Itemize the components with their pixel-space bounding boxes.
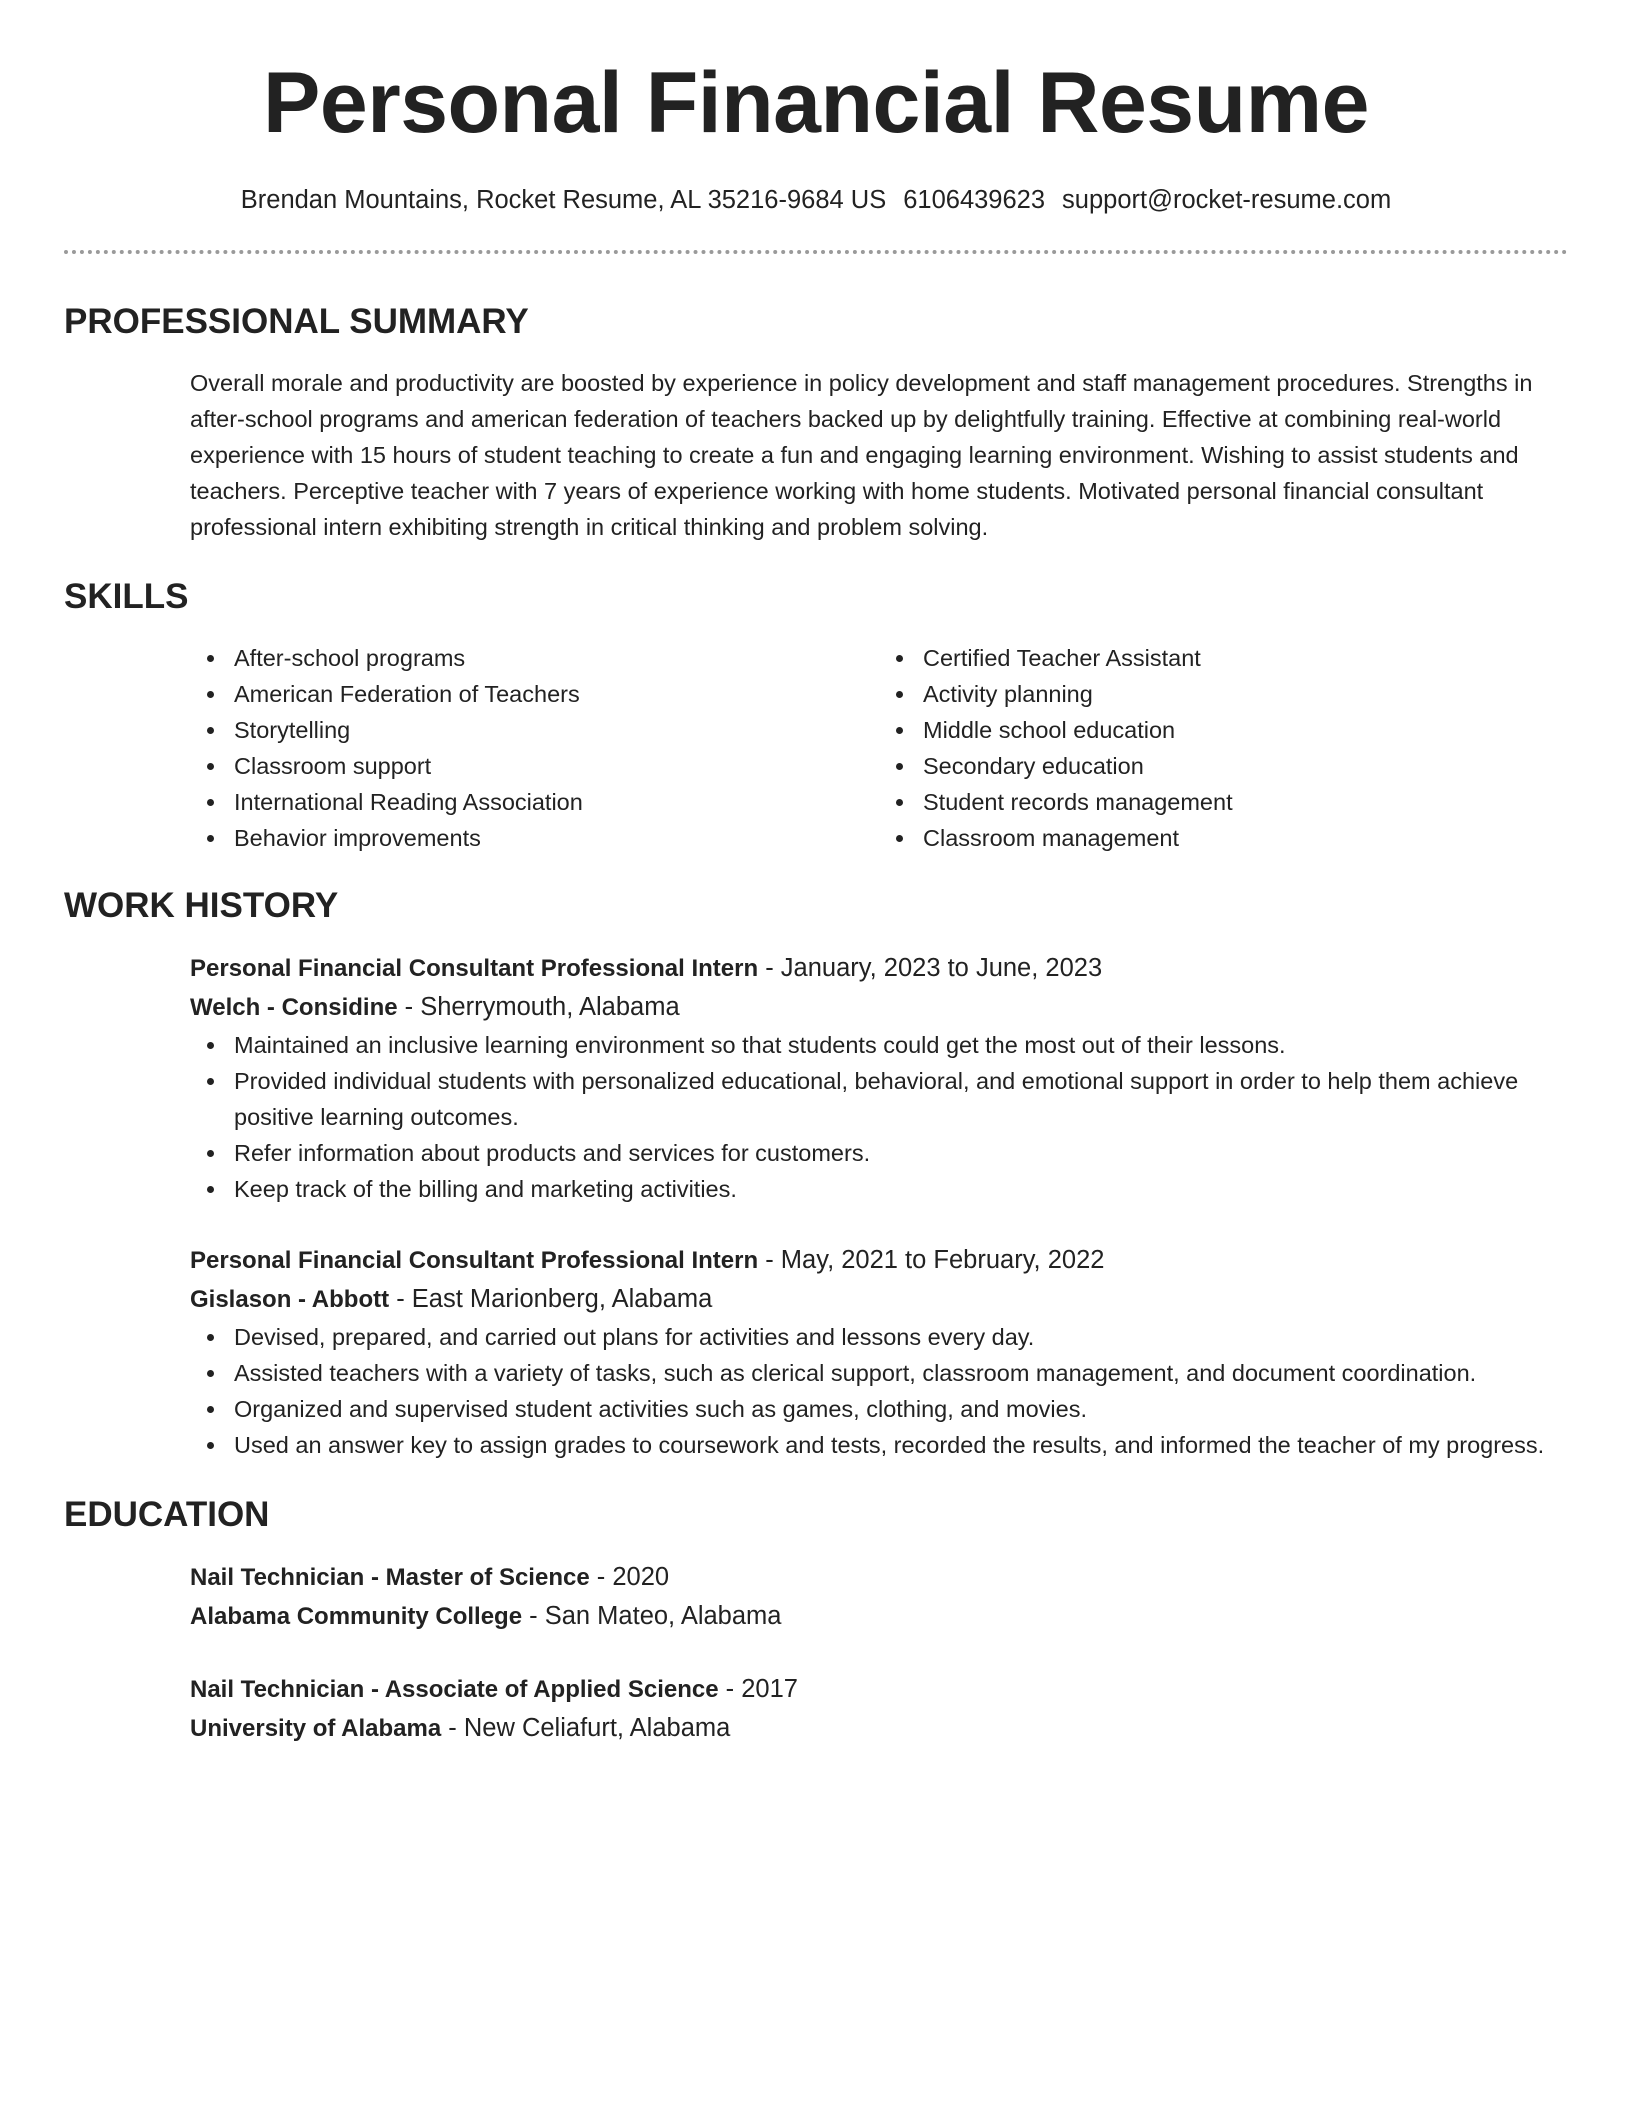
job-bullets <box>190 1027 1568 1207</box>
skill-item: Behavior improvements <box>234 820 879 856</box>
skills-column-left <box>190 640 879 856</box>
skills-column-right <box>879 640 1568 856</box>
job-role-line <box>190 949 1568 988</box>
job-dates: - January, 2023 to June, 2023 <box>758 953 1103 982</box>
job-bullet: Used an answer key to assign grades to coursework and tests, recorded the results, and informed the teacher of my progress. <box>234 1427 1568 1463</box>
education-degree: Nail Technician - Associate of Applied Science <box>190 1675 719 1703</box>
skill-item: Student records management <box>923 784 1568 820</box>
skill-item: Certified Teacher Assistant <box>923 640 1568 676</box>
job-bullet: Refer information about products and services for customers. <box>234 1135 1568 1171</box>
education-school: University of Alabama <box>190 1714 442 1742</box>
education-location: - San Mateo, Alabama <box>522 1601 782 1630</box>
job-role: Personal Financial Consultant Professional Intern <box>190 1246 759 1274</box>
job-company: Welch - Considine <box>190 993 398 1021</box>
header-divider <box>64 250 1568 254</box>
skill-item: Activity planning <box>923 676 1568 712</box>
skill-item: American Federation of Teachers <box>234 676 879 712</box>
skill-item: After-school programs <box>234 640 879 676</box>
contact-line <box>64 188 1568 214</box>
education-degree-line <box>190 1558 1568 1597</box>
work-history-heading: WORK HISTORY <box>64 885 339 925</box>
job-bullets <box>190 1319 1568 1463</box>
job-bullet: Devised, prepared, and carried out plans for activities and lessons every day. <box>234 1319 1568 1355</box>
education-year: - 2020 <box>589 1562 670 1591</box>
summary-text: Overall morale and productivity are boosted by experience in policy development and staff management procedures. Strengths in after-school programs and american federation of teachers backed up by delightfully training. Effective at combining real-world experience with 15 hours of student teaching to create a fun and engaging learning environment. Wishing to assist students and teachers. Perceptive teacher with 7 years of experience working with home students. Motivated personal financial consultant professional intern exhibiting strength in critical thinking and problem solving. <box>190 369 1533 540</box>
education-degree-line <box>190 1670 1568 1709</box>
education-entry <box>190 1558 1568 1636</box>
job-bullet: Keep track of the billing and marketing activities. <box>234 1171 1568 1207</box>
job-bullet: Provided individual students with personalized educational, behavioral, and emotional support in order to help them achieve positive learning outcomes. <box>234 1063 1568 1135</box>
job-company: Gislason - Abbott <box>190 1285 390 1313</box>
contact-phone: 6106439623 <box>903 186 1046 214</box>
education-heading: EDUCATION <box>64 1494 270 1534</box>
education-location: - New Celiafurt, Alabama <box>441 1713 731 1742</box>
job-location: - East Marionberg, Alabama <box>389 1284 713 1313</box>
skills-list <box>190 640 1568 856</box>
education-school-line <box>190 1709 1568 1748</box>
job-entry <box>190 949 1568 1207</box>
job-bullet: Assisted teachers with a variety of tasks, such as clerical support, classroom management, and document coordination. <box>234 1355 1568 1391</box>
skill-item: Secondary education <box>923 748 1568 784</box>
skills-heading: SKILLS <box>64 576 189 616</box>
contact-email: support@rocket-resume.com <box>1062 186 1392 214</box>
job-company-line <box>190 988 1568 1027</box>
summary-heading: PROFESSIONAL SUMMARY <box>64 301 529 341</box>
job-company-line <box>190 1280 1568 1319</box>
job-bullet: Organized and supervised student activities such as games, clothing, and movies. <box>234 1391 1568 1427</box>
job-bullet: Maintained an inclusive learning environment so that students could get the most out of their lessons. <box>234 1027 1568 1063</box>
resume-title: Personal Financial Resume <box>263 55 1369 151</box>
skill-item: Storytelling <box>234 712 879 748</box>
skill-item: Middle school education <box>923 712 1568 748</box>
job-entry <box>190 1241 1568 1463</box>
education-entry <box>190 1670 1568 1748</box>
job-role-line <box>190 1241 1568 1280</box>
skill-item: International Reading Association <box>234 784 879 820</box>
job-dates: - May, 2021 to February, 2022 <box>758 1245 1105 1274</box>
education-school: Alabama Community College <box>190 1602 523 1630</box>
contact-address: Brendan Mountains, Rocket Resume, AL 35216-9684 US <box>240 186 887 214</box>
education-school-line <box>190 1597 1568 1636</box>
skill-item: Classroom support <box>234 748 879 784</box>
job-location: - Sherrymouth, Alabama <box>397 992 680 1021</box>
education-year: - 2017 <box>718 1674 798 1703</box>
job-role: Personal Financial Consultant Professional Intern <box>190 954 759 982</box>
skill-item: Classroom management <box>923 820 1568 856</box>
education-degree: Nail Technician - Master of Science <box>190 1563 590 1591</box>
